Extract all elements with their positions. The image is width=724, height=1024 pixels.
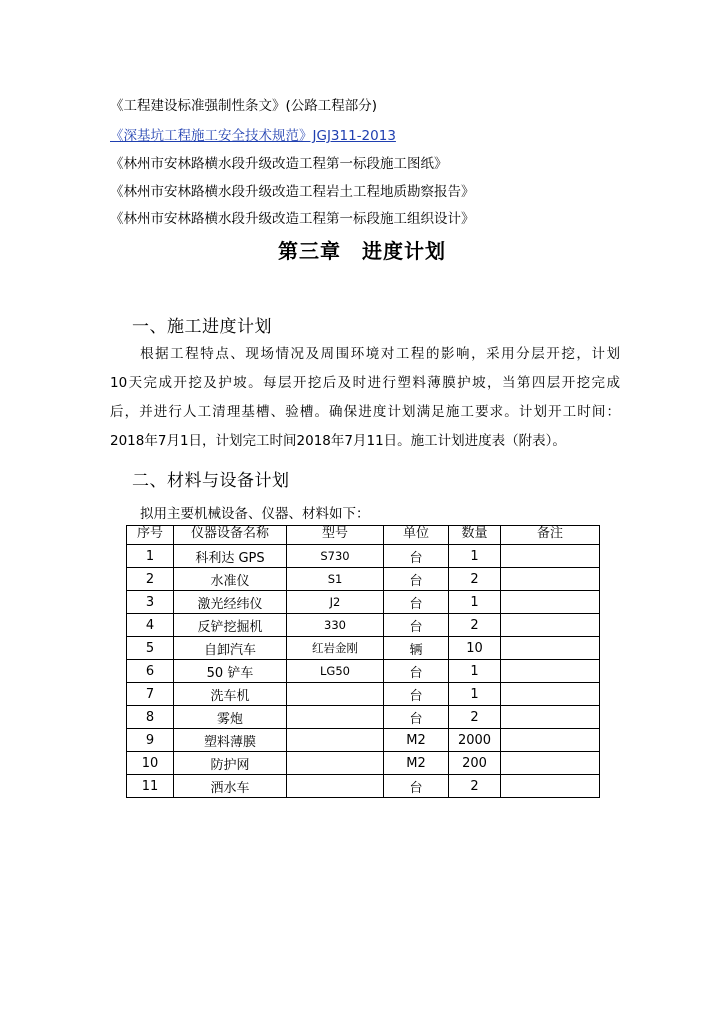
table-header-row xyxy=(127,526,600,545)
cell-quantity: 2000 xyxy=(449,729,501,752)
cell-index: 2 xyxy=(127,568,174,591)
cell-remarks xyxy=(501,660,600,683)
paragraph-line: 根据工程特点、现场情况及周围环境对工程的影响，采用分层开挖，计划 xyxy=(110,346,620,362)
cell-name: 自卸汽车 xyxy=(174,637,287,660)
cell-index: 6 xyxy=(127,660,174,683)
section-heading-schedule: 一、施工进度计划 xyxy=(132,317,272,337)
cell-unit: 辆 xyxy=(384,637,449,660)
section-heading-materials: 二、材料与设备计划 xyxy=(132,471,290,491)
cell-model xyxy=(287,752,384,775)
cell-unit: 台 xyxy=(384,660,449,683)
cell-index: 10 xyxy=(127,752,174,775)
cell-index: 9 xyxy=(127,729,174,752)
cell-model xyxy=(287,775,384,798)
cell-model xyxy=(287,683,384,706)
cell-unit: 台 xyxy=(384,683,449,706)
cell-name: 激光经纬仪 xyxy=(174,591,287,614)
cell-unit: 台 xyxy=(384,568,449,591)
header-index: 序号 xyxy=(127,526,174,545)
cell-quantity: 1 xyxy=(449,660,501,683)
cell-quantity: 1 xyxy=(449,591,501,614)
cell-unit: 台 xyxy=(384,775,449,798)
cell-unit: 台 xyxy=(384,614,449,637)
equipment-table xyxy=(126,525,600,798)
cell-remarks xyxy=(501,683,600,706)
reference-4: 《林州市安林路横水段升级改造工程岩土工程地质勘察报告》 xyxy=(110,184,475,200)
cell-quantity: 200 xyxy=(449,752,501,775)
reference-2-link[interactable]: 《深基坑工程施工安全技术规范》JGJ311-2013 xyxy=(110,128,396,144)
table-row xyxy=(127,545,600,568)
table-row xyxy=(127,706,600,729)
cell-remarks xyxy=(501,614,600,637)
cell-index: 7 xyxy=(127,683,174,706)
table-row xyxy=(127,729,600,752)
table-row xyxy=(127,568,600,591)
paragraph-line: 2018年7月1日，计划完工时间2018年7月11日。施工计划进度表（附表）。 xyxy=(110,433,566,449)
cell-remarks xyxy=(501,637,600,660)
cell-model: 330 xyxy=(287,614,384,637)
cell-quantity: 2 xyxy=(449,706,501,729)
paragraph-line: 10天完成开挖及护坡。每层开挖后及时进行塑料薄膜护坡，当第四层开挖完成 xyxy=(110,375,620,391)
cell-name: 反铲挖掘机 xyxy=(174,614,287,637)
table-row xyxy=(127,660,600,683)
table-row xyxy=(127,591,600,614)
cell-model: S1 xyxy=(287,568,384,591)
cell-name: 水准仪 xyxy=(174,568,287,591)
reference-5: 《林州市安林路横水段升级改造工程第一标段施工组织设计》 xyxy=(110,211,475,227)
header-unit: 单位 xyxy=(384,526,449,545)
table-row xyxy=(127,683,600,706)
cell-index: 3 xyxy=(127,591,174,614)
reference-3: 《林州市安林路横水段升级改造工程第一标段施工图纸》 xyxy=(110,156,448,172)
cell-model: S730 xyxy=(287,545,384,568)
cell-unit: 台 xyxy=(384,706,449,729)
cell-remarks xyxy=(501,568,600,591)
cell-remarks xyxy=(501,545,600,568)
cell-index: 8 xyxy=(127,706,174,729)
cell-unit: 台 xyxy=(384,591,449,614)
cell-quantity: 1 xyxy=(449,683,501,706)
cell-remarks xyxy=(501,706,600,729)
cell-unit: M2 xyxy=(384,729,449,752)
cell-quantity: 10 xyxy=(449,637,501,660)
cell-quantity: 1 xyxy=(449,545,501,568)
cell-name: 科利达 GPS xyxy=(174,545,287,568)
schedule-paragraph xyxy=(110,340,620,456)
cell-name: 雾炮 xyxy=(174,706,287,729)
table-row xyxy=(127,775,600,798)
cell-quantity: 2 xyxy=(449,614,501,637)
header-quantity: 数量 xyxy=(449,526,501,545)
materials-intro: 拟用主要机械设备、仪器、材料如下： xyxy=(140,506,370,522)
header-model: 型号 xyxy=(287,526,384,545)
cell-name: 洒水车 xyxy=(174,775,287,798)
header-name: 仪器设备名称 xyxy=(174,526,287,545)
reference-1: 《工程建设标准强制性条文》(公路工程部分) xyxy=(110,98,378,114)
table-row xyxy=(127,614,600,637)
cell-model xyxy=(287,706,384,729)
table-body xyxy=(127,545,600,798)
cell-name: 防护网 xyxy=(174,752,287,775)
cell-model xyxy=(287,729,384,752)
cell-quantity: 2 xyxy=(449,568,501,591)
cell-model: 红岩金刚 xyxy=(287,637,384,660)
chapter-title: 第三章 进度计划 xyxy=(278,239,446,263)
cell-index: 5 xyxy=(127,637,174,660)
cell-model: LG50 xyxy=(287,660,384,683)
cell-index: 11 xyxy=(127,775,174,798)
cell-remarks xyxy=(501,775,600,798)
cell-index: 1 xyxy=(127,545,174,568)
cell-unit: M2 xyxy=(384,752,449,775)
cell-remarks xyxy=(501,752,600,775)
cell-name: 50 铲车 xyxy=(174,660,287,683)
paragraph-line: 后，并进行人工清理基槽、验槽。确保进度计划满足施工要求。计划开工时间： xyxy=(110,404,620,420)
cell-model: J2 xyxy=(287,591,384,614)
table-row xyxy=(127,752,600,775)
cell-index: 4 xyxy=(127,614,174,637)
cell-quantity: 2 xyxy=(449,775,501,798)
cell-name: 洗车机 xyxy=(174,683,287,706)
table-row xyxy=(127,637,600,660)
cell-unit: 台 xyxy=(384,545,449,568)
cell-remarks xyxy=(501,729,600,752)
cell-remarks xyxy=(501,591,600,614)
cell-name: 塑料薄膜 xyxy=(174,729,287,752)
header-remarks: 备注 xyxy=(501,526,600,545)
